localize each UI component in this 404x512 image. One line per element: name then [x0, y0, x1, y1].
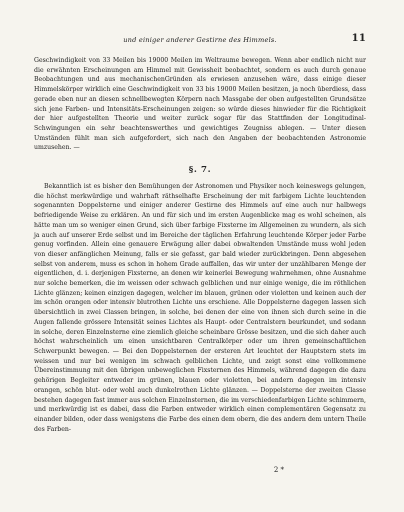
paragraph-2: Bekanntlich ist es bisher den Bemühungen der Astronomen und Physiker noch keineswegs gelungen, die höchst merkwürdige und wahrhaft räthselhafte Erscheinung der mit farbigem Lichte leuchtenden sogenannten Doppelsterne und einiger anderer Gestirne des Himmels auf eine auch nur halbwegs befriedigende Weise zu erklären. An und für sich und im ersten Augenblicke mag es wohl scheinen, als hätte man um so weniger einen Grund, sich über farbige Fixsterne im Allgemeinen zu wundern, als sich ja auch auf unserer Erde selbst und im Bereiche der täglichen Erfahrung leuchtende Körper jeder Farbe genug vorfinden. Allein eine genauere Erwägung aller dabei obwaltenden Umstände muss wohl jeden von dieser anfänglichen Meinung, falls er sie gefasst, gar bald wieder zurückbringen. Denn abgesehen selbst von anderem, muss es schon in hohem Grade auffallen, das wir unter der unzählbaren Menge der eigentlichen, d. i. derjenigen Fixsterne, an denen wir keinerlei Bewegung wahrnehmen, ohne Ausnahme nur solche bemerken, die im weissen oder schwach gelblichen und nur einige wenige, die im röthlichen Lichte glänzen; keinen einzigen dagegen, welcher im blauen, grünen oder violetten und keinen auch der im schön orangen oder intensiv blutrothen Lichte uns erschiene. Alle Doppelsterne dagegen lassen sich übersichtlich in zwei Classen bringen, in solche, bei denen der eine von ihnen sich durch seine in die Augen fallende grössere Intensität seines Lichtes als Haupt- oder Centralstern beurkundet, und sodann in solche, deren Einzelnsterne eine ziemlich gleiche scheinbare Grösse besitzen, und die sich daher auch höchst wahrscheinlich um einen unsichtbaren Centralkörper oder um ihren gemeinschaftlichen Schwerpunkt bewegen. — Bei den Doppelsternen der ersteren Art leuchtet der Hauptstern stets im weissen und nur bei wenigen im schwach gelblichen Lichte, und zeigt sonst eine vollkommene Übereinstimmung mit den übrigen unbeweglichen Fixsternen des Himmels, während dagegen die dazu gehörigen Begleiter entweder im grünen, blauen oder violetten, bei andern dagegen im intensiv orangen, schön blut- oder wohl auch dunkelrothen Lichte glänzen. — Doppelsterne der zweiten Classe bestehen dagegen fast immer aus solchen Einzelnsternen, die im verschiedenfarbigen Lichte schimmern, und merkwürdig ist es dabei, dass die Farben entweder wirklich einen complementären Gegensatz zu einander bilden, oder dass wenigstens die Farbe des einen dem obern, die des andern dem untern Theile des Farben-	[34, 183, 366, 433]
paragraph-1: Geschwindigkeit von 33 Meilen bis 19000 Meilen im Weltraume bewegen. Wenn aber endlich nicht nur die erwähnten Erscheinungen am Himmel mit Gewissheit beobachtet, sondern es auch durch genaue Beobachtungen und aus mechanischenGründen als erwiesen anzusehen wäre, dass einige dieser Himmelskörper wirklich eine Geschwindigkeit von 33 bis 19000 Meilen besitzen, ja noch überdiess, dass gerade eben nur an diesen schnellbewegten Körpern nach Massgabe der oben aufgestellten Grundsätze sich jene Farben- und Intensitäts-Erscheinungen zeigen: so würde dieses hinwieder für die Richtigkeit der hier aufgestellten Theorie und weiter zurück sogar für das Stattfinden der Longitudinal-Schwingungen ein sehr beachtenswerthes und gewichtiges Zeugniss ablegen. — Unter diesen Umständen fühlt man sich aufgefordert, sich nach den Angaben der beobachtenden Astronomie umzusehen. —	[34, 57, 366, 152]
page-number: 11	[351, 33, 366, 44]
section-heading: §. 7.	[188, 165, 212, 176]
running-title: und einiger anderer Gestirne des Himmels.	[123, 36, 277, 44]
running-header	[34, 33, 366, 44]
signature-mark: 2 *	[273, 466, 284, 474]
